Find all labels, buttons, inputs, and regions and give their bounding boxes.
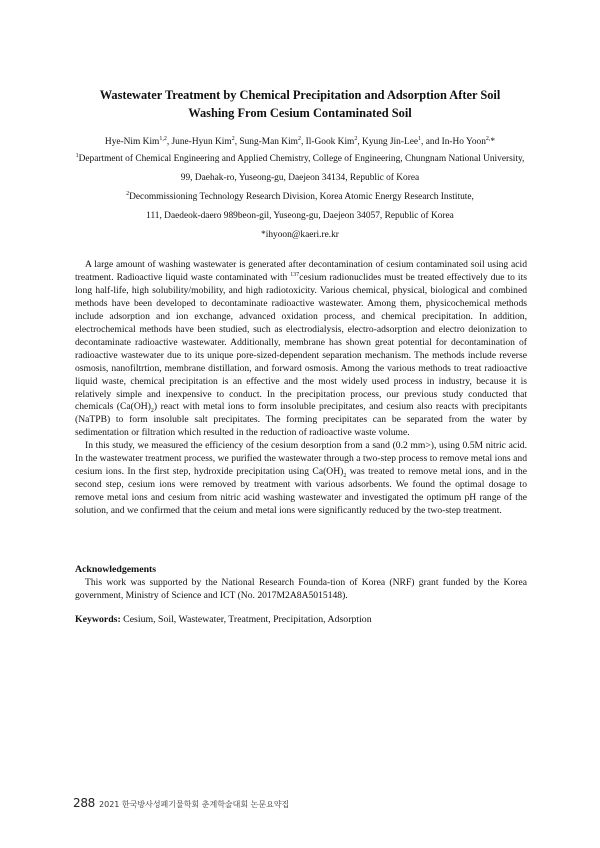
keywords-line [75,614,372,625]
acknowledgements-heading: Acknowledgements [75,564,157,575]
keywords-label: Keywords: [75,614,121,625]
author-affiliation-mark: 2, [485,135,491,142]
author-list: Hye-Nim Kim$^{1,2}$, June-Hyun Kim$^2$, Sung-Man Kim$^2$, Il-Gook Kim$^2$, Kyung Jin-Lee$^1$, and In-Ho Yoon$^{2,}$* [104,135,496,147]
affiliation-number: 1 [75,152,79,159]
abstract-body [75,259,527,518]
author: Kyung Jin-Lee [362,137,419,147]
affiliation-2-line-1: $^2$Decommissioning Technology Research Division, Korea Atomic Energy Research Institute, [126,190,474,202]
author: Sung-Man Kim [239,137,298,147]
affiliation-2-line-2: 111, Daedeok-daero 989beon-gil, Yuseong-gu, Daejeon 34057, Republic of Korea [146,211,454,221]
keywords-list: Cesium, Soil, Wastewater, Treatment, Precipitation, Adsorption [120,614,372,625]
affiliation-1-line-1: $^1$Department of Chemical Engineering and Applied Chemistry, College of Engineering, Chungnam National University, [75,152,525,164]
affiliation-number: 2 [126,190,130,197]
acknowledgements-text: This work was supported by the National Research Founda-tion of Korea (NRF) grant funded by the Korea government, Ministry of Science and ICT (No. 2017M2A8A5015148). [75,577,527,601]
author-affiliation-mark: 2 [354,135,358,142]
page-number: 288 [73,796,96,810]
paragraph-1: A large amount of washing wastewater is generated after decontamination of cesium contaminated soil using acid treatment. Radioactive liquid waste contaminated with $^{137}$cesium radionuclides must be treated effectively due to its long half-life, high solubility/mobility, and high radiotoxicity. Various chemical, physical, biological and combined methods have been developed to decontaminate radioactive wastewater. Among them, physicochemical methods include adsorption and ion exchange, advanced oxidation process, and chemical precipitation. In addition, electrochemical methods have been studied, such as electrodialysis, electro-adsorption and electro deionization to decontaminate radioactive wastewater. Additionally, membrane has shown great potential for decontamination of radioactive wastewater due to its unique pore-sized-dependent separation mechanism. The methods include reverse osmosis, nanofiltrtion, membrane distillation, and forward osmosis. Among the various methods to treat radioactive liquid waste, chemical precipitation is an effective and the most widely used process in industry, because it is relatively simple and inexpensive to conduct. In the precipitation process, our previous study conducted that chemicals $(Ca(OH)_2)$ react with metal ions to form insoluble precipitates, and cesium also reacts with precipitants (NaTPB) to form insoluble salt precipitates. The forming precipitates can be separated from the water by sedimentation or filtration which resulted in the reduction of radioactive waste volume. [75,259,528,439]
author: Hye-Nim Kim [104,137,160,147]
title-line-2: Washing From Cesium Contaminated Soil [188,106,412,120]
corresponding-email: *ihyoon@kaeri.re.kr [261,230,339,240]
paragraph-2: In this study, we measured the efficiency of the cesium desorption from a sand (0.2 mm>), using 0.5M nitric acid. In the wastewater treatment process, we purified the wastewater through a two-step process to remove metal ions and cesium ions. In the first step, hydroxide precipitation using $Ca(OH)_2$ was treated to remove metal ions, and in the second step, cesium ions were removed by treatment with various adsorbents. We found the optimal dosage to remove metal ions and cesium from nitric acid washing wastewater and investigated the optimum pH range of the solution, and we confirmed that the ceium and metal ions were significantly reduced by the two-step treatment. [75,440,527,517]
author-affiliation-mark: 2 [297,135,301,142]
author-affiliation-mark: 2 [231,135,235,142]
author: Il-Gook Kim [305,137,355,147]
author-affiliation-mark: 1,2 [159,135,167,142]
author: In-Ho Yoon [441,137,486,147]
author: June-Hyun Kim [171,137,232,147]
affiliation-1-line-2: 99, Daehak-ro, Yuseong-gu, Daejeon 34134, Republic of Korea [180,173,420,183]
author-affiliation-mark: 1 [418,135,422,142]
page-footer [73,792,289,811]
paper-title [60,86,540,122]
title-line-1: Wastewater Treatment by Chemical Precipitation and Adsorption After Soil [99,88,501,102]
proceedings-name: 2021 한국방사성폐기물학회 춘계학술대회 논문요약집 [99,800,290,809]
